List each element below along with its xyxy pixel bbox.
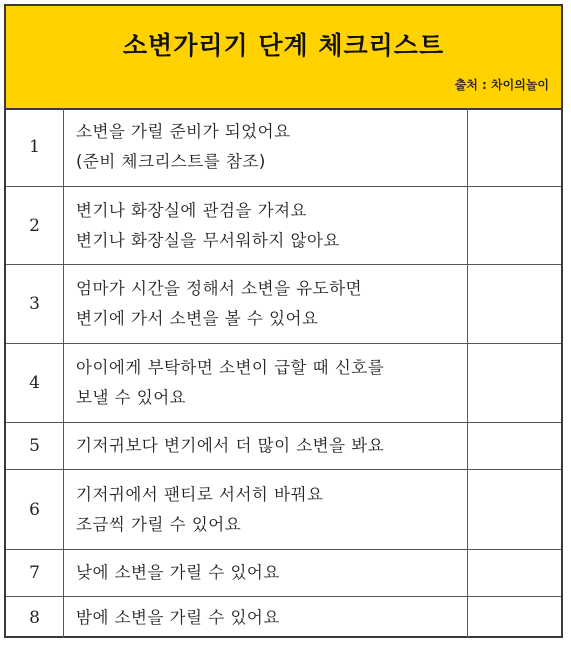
step-text-line: 밤에 소변을 가릴 수 있어요 [76,607,280,627]
check-cell[interactable] [468,187,561,264]
check-cell[interactable] [468,108,561,186]
step-description [64,597,468,638]
table-row [6,108,561,186]
check-cell[interactable] [468,265,561,343]
check-cell[interactable] [468,597,561,638]
step-description [64,423,468,469]
check-cell[interactable] [468,470,561,549]
header-banner [6,6,561,110]
step-text-line: 변기나 화장실을 무서워하지 않아요 [76,230,340,250]
step-text-line: 소변을 가릴 준비가 되었어요 [76,122,291,141]
step-text-line: 변기에 가서 소변을 볼 수 있어요 [76,309,319,328]
step-text-line: (준비 체크리스트를 참조) [76,152,266,171]
check-cell[interactable] [468,550,561,596]
step-text-line: 기저귀보다 변기에서 더 많이 소변을 봐요 [76,436,385,455]
step-number: 8 [6,597,64,638]
step-description [64,187,468,264]
step-text-line: 낮에 소변을 가릴 수 있어요 [76,563,280,582]
check-cell[interactable] [468,344,561,422]
step-number: 4 [6,344,64,422]
table-row [6,422,561,469]
step-text-line: 기저귀에서 팬티로 서서히 바꿔요 [76,484,324,504]
step-number: 5 [6,423,64,469]
step-text-line: 아이에게 부탁하면 소변이 급할 때 신호를 [76,358,385,377]
step-text-line: 조금씩 가릴 수 있어요 [76,514,242,534]
table-row [6,549,561,596]
table-row [6,186,561,264]
step-text-line: 변기나 화장실에 관검을 가져요 [76,200,307,220]
page-title: 소변가리기 단계 체크리스트 [122,31,445,60]
step-description [64,550,468,596]
step-number: 2 [6,187,64,264]
step-number: 6 [6,470,64,549]
step-number: 1 [6,108,64,186]
table-row [6,469,561,549]
table-row [6,264,561,343]
step-number: 7 [6,550,64,596]
step-description [64,108,468,186]
step-number: 3 [6,265,64,343]
step-description [64,265,468,343]
step-description [64,470,468,549]
checklist-table [4,4,563,638]
table-row [6,343,561,422]
step-description [64,344,468,422]
table-row [6,596,561,638]
check-cell[interactable] [468,423,561,469]
source-credit: 출처 : 차이의놀이 [454,78,549,92]
checklist-body [6,108,561,636]
step-text-line: 보낼 수 있어요 [76,388,187,407]
step-text-line: 엄마가 시간을 정해서 소변을 유도하면 [76,279,363,298]
